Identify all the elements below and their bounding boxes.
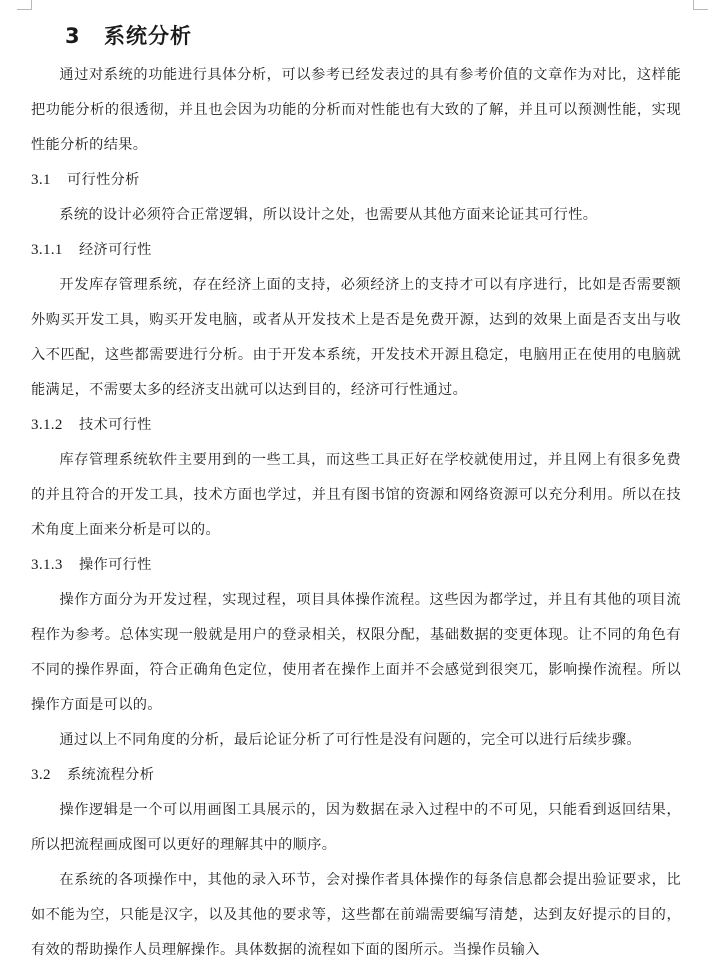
intro-paragraph: 通过对系统的功能进行具体分析，可以参考已经发表过的具有参考价值的文章作为对比，这样能把功能分析的很透彻，并且也会因为功能的分析而对性能也有大致的了解，并且可以预测性能，实现性能分析的结果。 xyxy=(31,67,681,153)
section-number: 3.2 xyxy=(31,767,51,783)
chapter-number: 3 xyxy=(65,24,81,48)
chapter-title xyxy=(65,20,192,52)
page-corner-mark-left xyxy=(17,0,32,10)
section-3-1-3-heading xyxy=(31,548,152,583)
section-title: 系统流程分析 xyxy=(67,767,155,783)
section-title: 经济可行性 xyxy=(79,242,152,258)
section-3-2-paragraph-2: 在系统的各项操作中，其他的录入环节，会对操作者具体操作的每条信息都会提出验证要求，比如不能为空，只能是汉字，以及其他的要求等，这些都在前端需要编写清楚，达到友好提示的目的，有效的帮助操作人员理解操作。具体数据的流程如下面的图所示。当操作员输入 xyxy=(31,872,681,958)
section-number: 3.1.3 xyxy=(31,557,63,573)
section-number: 3.1 xyxy=(31,172,51,188)
section-3-1-heading xyxy=(31,163,140,198)
section-title: 技术可行性 xyxy=(79,417,152,433)
section-number: 3.1.2 xyxy=(31,417,63,433)
section-3-1-2-heading xyxy=(31,408,152,443)
section-3-1-3-conclusion: 通过以上不同角度的分析，最后论证分析了可行性是没有问题的，完全可以进行后续步骤。 xyxy=(59,732,641,748)
page-corner-mark-right xyxy=(693,0,708,10)
section-3-1-3-paragraph: 操作方面分为开发过程，实现过程，项目具体操作流程。这些因为都学过，并且有其他的项目流程作为参考。总体实现一般就是用户的登录相关，权限分配，基础数据的变更体现。让不同的角色有不同的操作界面，符合正确角色定位，使用者在操作上面并不会感觉到很突兀，影响操作流程。所以操作方面是可以的。 xyxy=(31,592,681,713)
section-3-1-1-paragraph: 开发库存管理系统，存在经济上面的支持，必须经济上的支持才可以有序进行，比如是否需要额外购买开发工具，购买开发电脑，或者从开发技术上是否是免费开源，达到的效果上面是否支出与收入不匹配，这些都需要进行分析。由于开发本系统，开发技术开源且稳定，电脑用正在使用的电脑就能满足，不需要太多的经济支出就可以达到目的，经济可行性通过。 xyxy=(31,277,681,398)
section-3-2-heading xyxy=(31,758,154,793)
section-3-1-2-paragraph: 库存管理系统软件主要用到的一些工具，而这些工具正好在学校就使用过，并且网上有很多免费的并且符合的开发工具，技术方面也学过，并且有图书馆的资源和网络资源可以充分利用。所以在技术角度上面来分析是可以的。 xyxy=(31,452,681,538)
section-number: 3.1.1 xyxy=(31,242,63,258)
section-3-1-1-heading xyxy=(31,233,152,268)
section-3-2-paragraph-1: 操作逻辑是一个可以用画图工具展示的，因为数据在录入过程中的不可见，只能看到返回结果，所以把流程画成图可以更好的理解其中的顺序。 xyxy=(31,802,681,853)
section-title: 可行性分析 xyxy=(67,172,140,188)
chapter-title-text: 系统分析 xyxy=(104,24,192,48)
section-title: 操作可行性 xyxy=(79,557,152,573)
section-3-1-paragraph: 系统的设计必须符合正常逻辑，所以设计之处，也需要从其他方面来论证其可行性。 xyxy=(59,207,598,223)
